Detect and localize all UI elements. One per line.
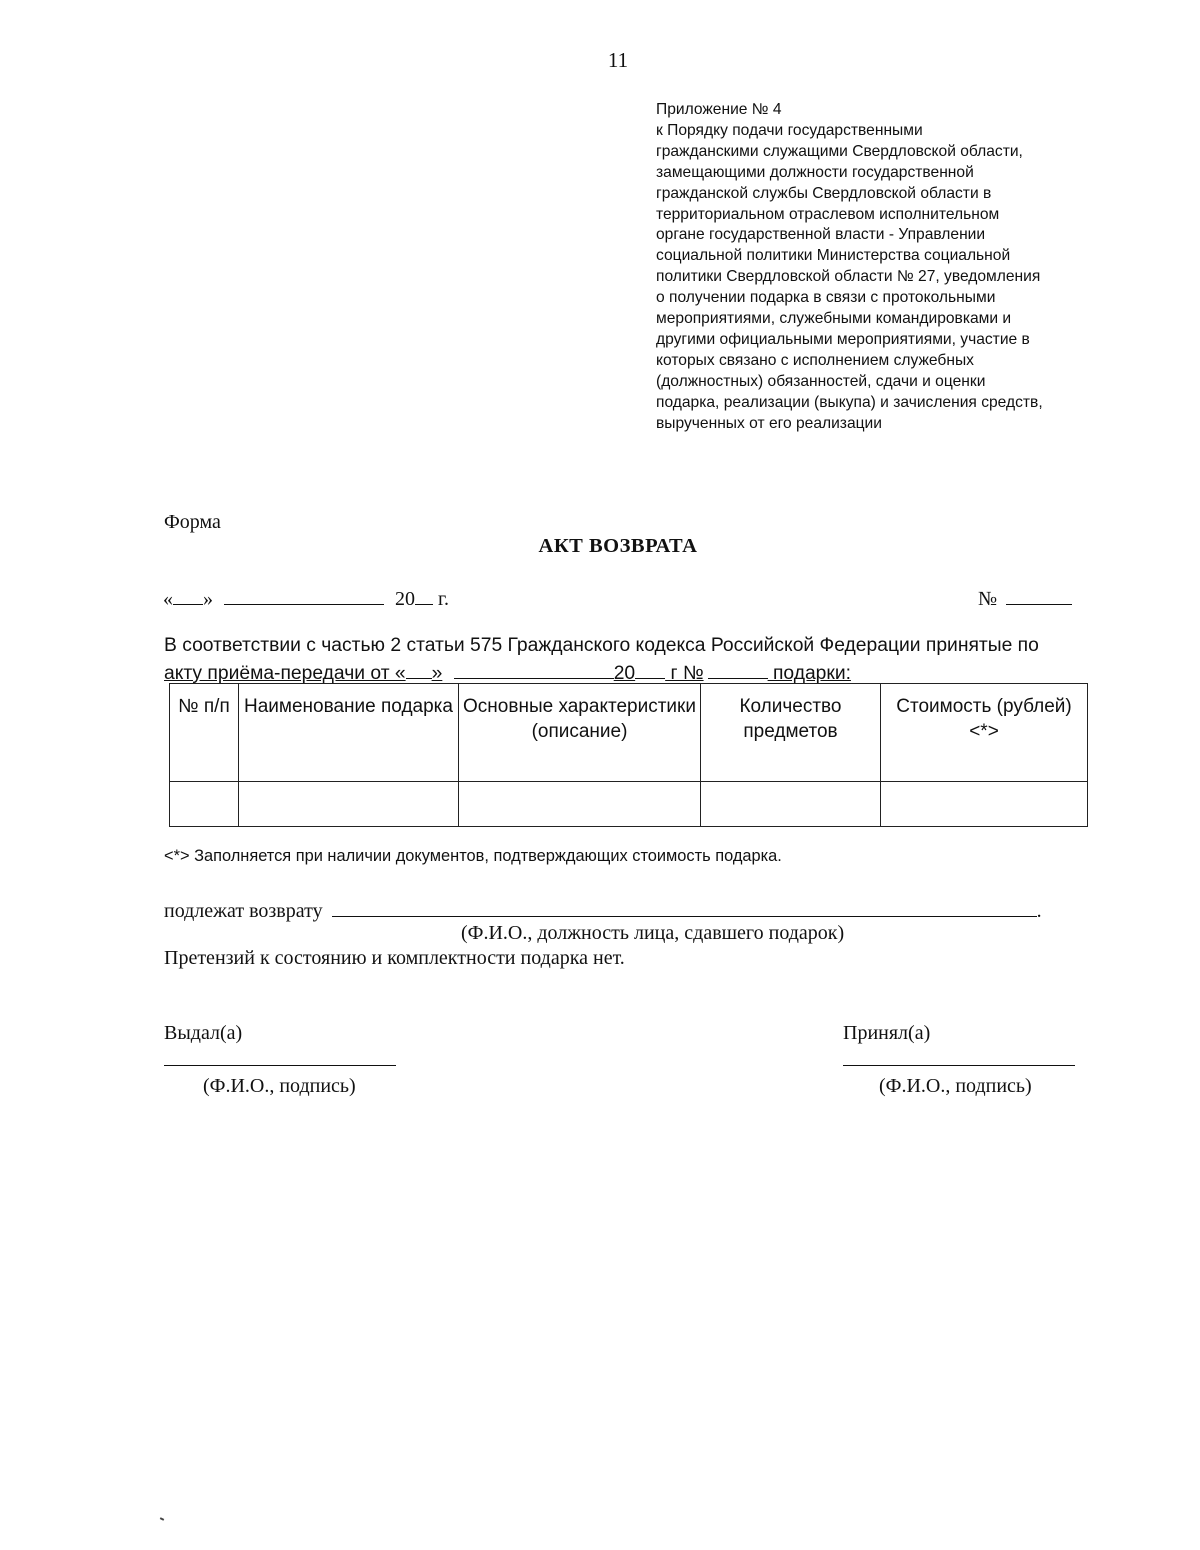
date-close-quote: » xyxy=(203,588,213,610)
accepted-label: Принял(а) xyxy=(843,1022,931,1044)
issued-signature-line xyxy=(164,1065,396,1066)
appendix-line: территориальном отраслевом исполнительном xyxy=(656,205,1000,223)
table-cell[interactable] xyxy=(459,782,701,827)
appendix-line: мероприятиями, служебными командировками и xyxy=(656,310,1012,328)
day-blank xyxy=(173,586,203,605)
header-gift-name: Наименование подарка xyxy=(239,684,459,782)
return-end: . xyxy=(1036,900,1042,922)
number-label: № xyxy=(978,588,998,610)
transfer-year-blank xyxy=(635,660,665,679)
issued-label: Выдал(а) xyxy=(164,1022,243,1044)
appendix-line: о получении подарка в связи с протокольными xyxy=(656,289,996,307)
claims-statement: Претензий к состоянию и комплектности подарка нет. xyxy=(164,947,625,969)
issued-hint: (Ф.И.О., подпись) xyxy=(203,1075,356,1097)
header-cost: Стоимость (рублей) <*> xyxy=(881,684,1088,782)
gifts-table xyxy=(169,683,1088,827)
appendix-line: органе государственной власти - Управлении xyxy=(656,226,986,244)
date-line xyxy=(163,586,449,611)
appendix-line: другими официальными мероприятиями, участие в xyxy=(656,330,1030,348)
appendix-line: которых связано с исполнением служебных xyxy=(656,351,974,369)
table-cell[interactable] xyxy=(701,782,881,827)
transfer-number-blank xyxy=(708,660,768,679)
header-number: № п/п xyxy=(170,684,239,782)
transfer-year-prefix: 20 xyxy=(613,663,636,684)
appendix-line: социальной политики Министерства социальной xyxy=(656,247,1011,265)
header-characteristics: Основные характеристики (описание) xyxy=(459,684,701,782)
appendix-line: Приложение № 4 xyxy=(656,101,782,118)
header-quantity: Количество предметов xyxy=(701,684,881,782)
transfer-month-blank xyxy=(454,660,614,679)
year-prefix: 20 xyxy=(395,588,415,610)
year-suffix: г. xyxy=(433,588,449,610)
footnote: <*> Заполняется при наличии документов, подтверждающих стоимость подарка. xyxy=(164,847,782,865)
page-number: 11 xyxy=(607,48,629,72)
table-row xyxy=(170,782,1088,827)
appendix-line: гражданскими служащими Свердловской области, xyxy=(656,142,1023,160)
appendix-block xyxy=(656,100,1096,435)
document-title: АКТ ВОЗВРАТА xyxy=(538,535,698,557)
transfer-act-prefix: акту приёма-передачи от « xyxy=(164,663,406,684)
return-line xyxy=(164,898,1042,923)
table-cell[interactable] xyxy=(881,782,1088,827)
number-blank xyxy=(1006,586,1072,605)
returner-blank xyxy=(332,898,1037,917)
body-text-line: В соответствии с частью 2 статьи 575 Гражданского кодекса Российской Федерации принятые по xyxy=(164,635,1039,656)
table-cell[interactable] xyxy=(239,782,459,827)
month-blank xyxy=(224,586,384,605)
date-open-quote: « xyxy=(163,588,173,610)
transfer-close-quote: » xyxy=(431,663,443,684)
scan-speck xyxy=(160,1517,164,1521)
form-label: Форма xyxy=(164,511,221,533)
act-number-line xyxy=(978,586,1072,611)
gifts-label: подарки: xyxy=(767,663,851,684)
table-cell[interactable] xyxy=(170,782,239,827)
body-text-line-2 xyxy=(164,660,851,685)
appendix-line: подарка, реализации (выкупа) и зачисления средств, xyxy=(656,393,1043,411)
return-label: подлежат возврату xyxy=(164,900,323,922)
accepted-signature-line xyxy=(843,1065,1075,1066)
table-header-row xyxy=(170,684,1088,782)
year-blank xyxy=(415,586,433,605)
accepted-hint: (Ф.И.О., подпись) xyxy=(879,1075,1032,1097)
appendix-line: гражданской службы Свердловской области в xyxy=(656,184,992,202)
appendix-line: замещающими должности государственной xyxy=(656,163,974,181)
appendix-line: к Порядку подачи государственными xyxy=(656,121,923,139)
returner-hint: (Ф.И.О., должность лица, сдавшего подарок) xyxy=(461,922,845,944)
transfer-day-blank xyxy=(406,660,432,679)
appendix-line: вырученных от его реализации xyxy=(656,414,882,432)
transfer-number-label: г № xyxy=(665,663,704,684)
appendix-line: политики Свердловской области № 27, уведомления xyxy=(656,268,1041,286)
appendix-line: (должностных) обязанностей, сдачи и оценки xyxy=(656,372,986,390)
